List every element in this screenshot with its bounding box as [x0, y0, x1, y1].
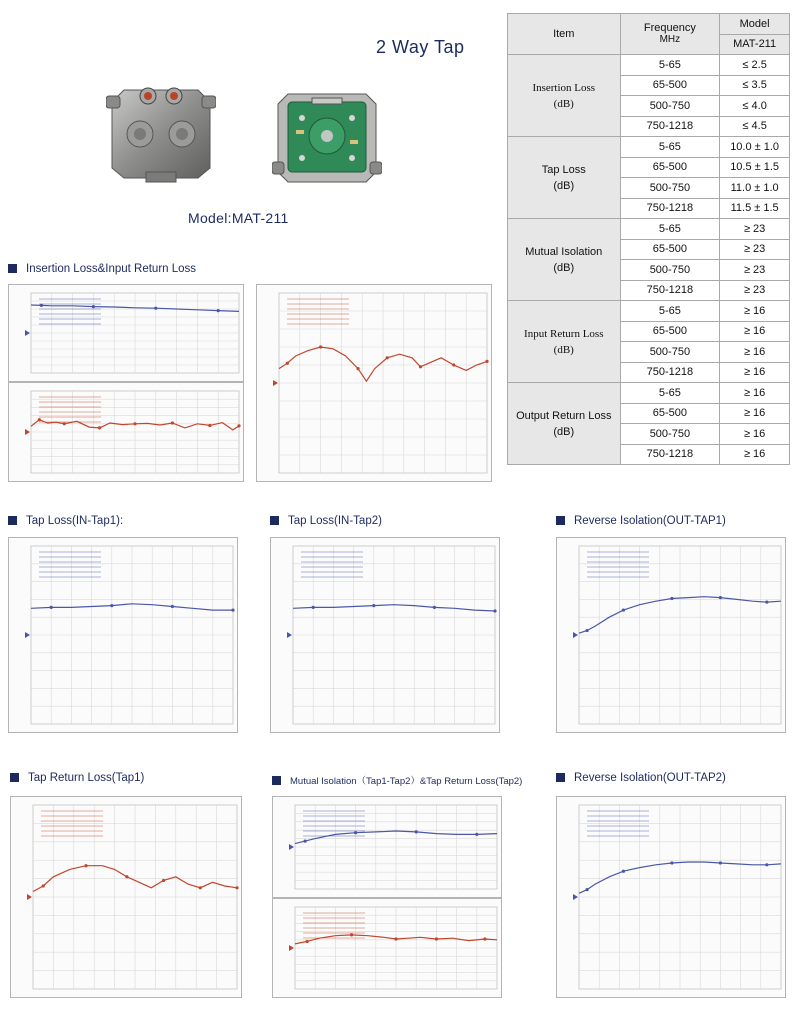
- freq-cell: 5-65: [620, 55, 720, 76]
- group-output-return-loss: [508, 383, 621, 465]
- value-cell: ≤ 4.5: [720, 116, 790, 137]
- group-name: Input Return Loss: [524, 327, 604, 340]
- trace-marker: [394, 937, 397, 940]
- value-cell: ≥ 16: [720, 424, 790, 445]
- trace-marker: [622, 870, 625, 873]
- specification-table: [507, 13, 790, 465]
- plot-svg: [9, 538, 237, 732]
- reference-arrow: [289, 844, 294, 850]
- reference-arrow: [289, 945, 294, 951]
- group-name: Insertion Loss: [532, 81, 596, 94]
- trace-marker: [63, 422, 66, 425]
- trace-marker: [493, 609, 496, 612]
- trace-marker: [162, 879, 165, 882]
- reference-arrow: [573, 894, 578, 900]
- plot-mutual-isolation: [272, 796, 502, 898]
- trace-marker: [125, 875, 128, 878]
- value-cell: ≥ 16: [720, 383, 790, 404]
- trace-marker: [110, 604, 113, 607]
- reference-arrow: [273, 380, 278, 386]
- trace-marker: [84, 864, 87, 867]
- bullet-square: [270, 516, 279, 525]
- section-title: Tap Return Loss(Tap1): [28, 772, 145, 784]
- group-unit: (dB): [553, 261, 575, 274]
- tap-circuit-board-image: [272, 88, 382, 188]
- plot-svg: [273, 899, 501, 997]
- trace-marker: [670, 861, 673, 864]
- freq-cell: 65-500: [620, 403, 720, 424]
- reference-arrow: [27, 894, 32, 900]
- trace-marker: [38, 418, 41, 421]
- trace-marker: [312, 606, 315, 609]
- value-cell: ≥ 23: [720, 239, 790, 260]
- trace-marker: [622, 608, 625, 611]
- freq-cell: 750-1218: [620, 116, 720, 137]
- trace-marker: [485, 360, 488, 363]
- trace-marker: [435, 937, 438, 940]
- freq-cell: 5-65: [620, 383, 720, 404]
- group-unit: (dB): [553, 179, 575, 192]
- trace-marker: [171, 421, 174, 424]
- trace-marker: [670, 597, 673, 600]
- reference-arrow: [25, 632, 30, 638]
- value-cell: ≥ 23: [720, 260, 790, 281]
- trace-marker: [42, 884, 45, 887]
- freq-cell: 750-1218: [620, 280, 720, 301]
- section-insertion-loss: [8, 263, 196, 275]
- plot-svg: [557, 538, 785, 732]
- tap-housing-image: [106, 84, 216, 184]
- page-title: 2 Way Tap: [376, 37, 465, 57]
- value-cell: ≥ 23: [720, 219, 790, 240]
- trace-marker: [319, 345, 322, 348]
- bullet-square: [8, 516, 17, 525]
- trace-marker: [235, 886, 238, 889]
- reference-arrow: [573, 632, 578, 638]
- section-mutual-isolation: [272, 773, 522, 787]
- plot-svg: [9, 285, 243, 381]
- trace-marker: [386, 356, 389, 359]
- value-cell: ≥ 16: [720, 444, 790, 465]
- section-reverse-isolation-tap2: [556, 772, 726, 784]
- value-cell: 11.0 ± 1.0: [720, 178, 790, 199]
- value-cell: ≤ 3.5: [720, 75, 790, 96]
- value-cell: ≥ 16: [720, 362, 790, 383]
- plot-input-return-loss-s11: [8, 382, 244, 482]
- trace-marker: [433, 606, 436, 609]
- value-cell: ≤ 4.0: [720, 96, 790, 117]
- group-name: Tap Loss: [541, 163, 586, 176]
- trace-marker: [475, 833, 478, 836]
- trace-marker: [585, 888, 588, 891]
- freq-cell: 5-65: [620, 137, 720, 158]
- reference-arrow: [25, 330, 30, 336]
- plot-insertion-loss-s21: [8, 284, 244, 382]
- plot-tap2-return-loss: [272, 898, 502, 998]
- trace-marker: [719, 861, 722, 864]
- trace-marker: [419, 365, 422, 368]
- bullet-square: [8, 264, 17, 273]
- group-name: Output Return Loss: [516, 409, 612, 422]
- trace-marker: [415, 830, 418, 833]
- freq-cell: 65-500: [620, 239, 720, 260]
- trace-marker: [50, 606, 53, 609]
- trace-marker: [154, 307, 157, 310]
- trace-marker: [350, 933, 353, 936]
- freq-cell: 5-65: [620, 219, 720, 240]
- plot-svg: [257, 285, 491, 481]
- value-cell: 10.5 ± 1.5: [720, 157, 790, 178]
- trace-marker: [237, 424, 240, 427]
- group-insertion-loss: [508, 55, 621, 137]
- bullet-square: [556, 516, 565, 525]
- value-cell: 11.5 ± 1.5: [720, 198, 790, 219]
- trace-marker: [231, 608, 234, 611]
- model-name: MAT-211: [720, 34, 790, 55]
- value-cell: ≥ 16: [720, 301, 790, 322]
- trace-marker: [585, 629, 588, 632]
- frequency-unit: MHz: [659, 34, 681, 45]
- trace-marker: [765, 600, 768, 603]
- freq-cell: 500-750: [620, 178, 720, 199]
- bullet-square: [272, 776, 281, 785]
- value-cell: ≥ 16: [720, 342, 790, 363]
- section-title: Reverse Isolation(OUT-TAP2): [574, 772, 726, 784]
- freq-cell: 500-750: [620, 96, 720, 117]
- trace-marker: [133, 422, 136, 425]
- plot-svg: [271, 538, 499, 732]
- section-tap-loss-tap1: [8, 515, 123, 527]
- group-name: Mutual Isolation: [525, 245, 603, 258]
- trace-marker: [372, 604, 375, 607]
- value-cell: 10.0 ± 1.0: [720, 137, 790, 158]
- trace-marker: [208, 424, 211, 427]
- section-reverse-isolation-tap1: [556, 515, 726, 527]
- section-title: Tap Loss(IN-Tap1):: [26, 515, 124, 527]
- model-header: Model: [720, 14, 790, 35]
- plot-tap-return-loss-tap1: [10, 796, 242, 998]
- group-unit: (dB): [553, 343, 574, 356]
- freq-cell: 65-500: [620, 321, 720, 342]
- plot-reverse-isolation-tap1: [556, 537, 786, 733]
- freq-cell: 500-750: [620, 424, 720, 445]
- trace-marker: [286, 362, 289, 365]
- plot-svg: [9, 383, 243, 481]
- trace-marker: [356, 367, 359, 370]
- freq-cell: 5-65: [620, 301, 720, 322]
- trace-marker: [199, 886, 202, 889]
- model-caption: Model:MAT-211: [188, 210, 289, 226]
- value-cell: ≥ 16: [720, 403, 790, 424]
- freq-cell: 500-750: [620, 342, 720, 363]
- section-title: Reverse Isolation(OUT-TAP1): [574, 515, 726, 527]
- group-unit: (dB): [553, 425, 575, 438]
- freq-cell: 750-1218: [620, 198, 720, 219]
- value-cell: ≤ 2.5: [720, 55, 790, 76]
- reference-arrow: [25, 429, 30, 435]
- section-title: Tap Loss(IN-Tap2): [288, 515, 382, 527]
- plot-reverse-isolation-tap2: [556, 796, 786, 998]
- trace-marker: [92, 305, 95, 308]
- plot-return-loss-large: [256, 284, 492, 482]
- trace-marker: [354, 831, 357, 834]
- freq-cell: 65-500: [620, 157, 720, 178]
- value-cell: ≥ 23: [720, 280, 790, 301]
- trace-marker: [304, 840, 307, 843]
- trace-marker: [171, 605, 174, 608]
- trace-marker: [306, 940, 309, 943]
- value-cell: ≥ 16: [720, 321, 790, 342]
- trace-marker: [452, 363, 455, 366]
- plot-svg: [273, 797, 501, 897]
- section-tap-loss-tap2: [270, 515, 382, 527]
- trace-marker: [98, 426, 101, 429]
- section-tap-return-loss: [10, 772, 144, 784]
- section-title: Mutual Isolation（Tap1-Tap2）&Tap Return Loss(Tap2): [290, 776, 523, 787]
- group-tap-loss: [508, 137, 621, 219]
- trace-marker: [483, 937, 486, 940]
- trace-marker: [719, 596, 722, 599]
- plot-tap-loss-tap1: [8, 537, 238, 733]
- frequency-header-label: Frequency: [643, 22, 696, 34]
- reference-arrow: [287, 632, 292, 638]
- trace-marker: [765, 863, 768, 866]
- plot-svg: [11, 797, 241, 997]
- group-mutual-isolation: [508, 219, 621, 301]
- group-unit: (dB): [553, 97, 574, 110]
- group-input-return-loss: [508, 301, 621, 383]
- plot-tap-loss-tap2: [270, 537, 500, 733]
- freq-cell: 750-1218: [620, 444, 720, 465]
- bullet-square: [10, 773, 19, 782]
- freq-cell: 500-750: [620, 260, 720, 281]
- freq-cell: 750-1218: [620, 362, 720, 383]
- bullet-square: [556, 773, 565, 782]
- freq-cell: 65-500: [620, 75, 720, 96]
- item-header: Item: [508, 14, 621, 55]
- section-title: Insertion Loss&Input Return Loss: [26, 263, 197, 275]
- frequency-header: [620, 14, 720, 55]
- trace-marker: [217, 309, 220, 312]
- trace-marker: [40, 304, 43, 307]
- plot-svg: [557, 797, 785, 997]
